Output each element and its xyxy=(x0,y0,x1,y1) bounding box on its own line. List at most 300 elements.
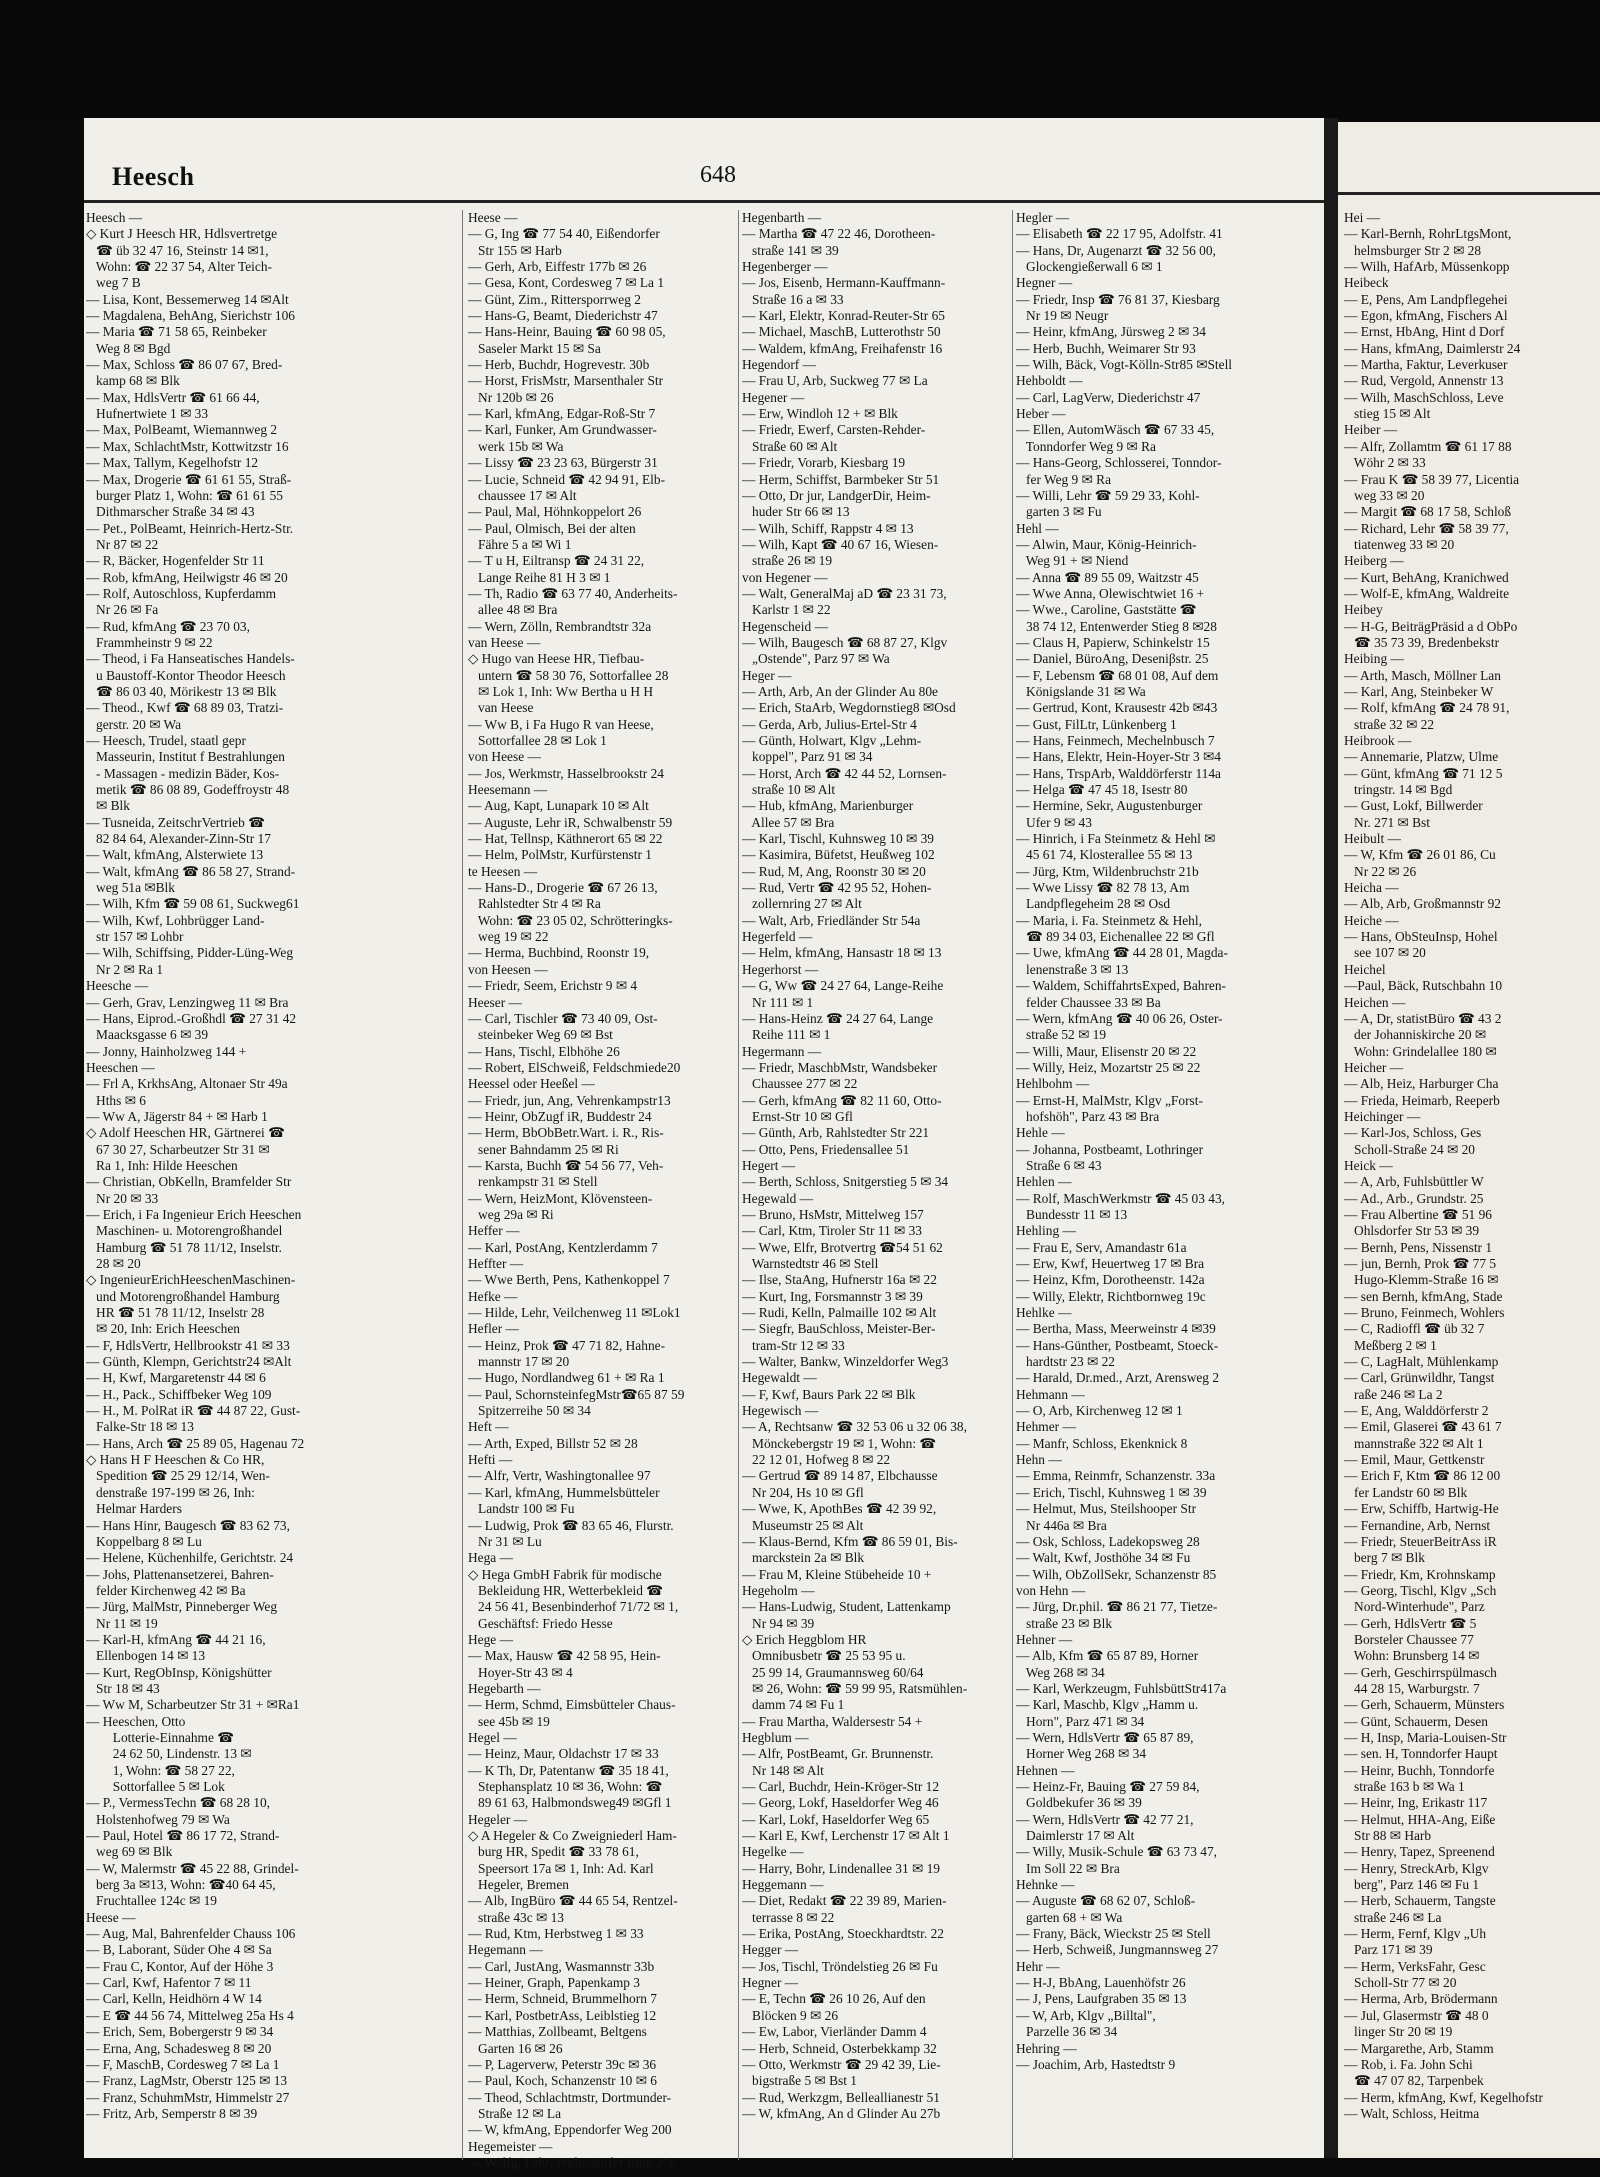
directory-entry-line: Bekleidung HR, Wetterbekleid ☎ xyxy=(468,1582,663,1598)
directory-entry-line: tiatenweg 33 ✉ 20 xyxy=(1344,536,1455,552)
directory-entry-line: — Heinz, Kfm, Dorotheenstr. 142a xyxy=(1016,1272,1205,1288)
directory-entry-line: van Heese — xyxy=(468,634,541,650)
directory-entry-line: — Martha, Faktur, Leverkuser xyxy=(1344,357,1508,373)
directory-entry-line: — Günt, Zim., Rittersporrweg 2 xyxy=(468,291,641,307)
directory-entry-line: Landpflegeheim 28 ✉ Osd xyxy=(1016,896,1171,912)
directory-entry-line: — G, Ing ☎ 77 54 40, Eißendorfer xyxy=(468,226,660,242)
directory-entry-line: — Karl-Jos, Schloss, Ges xyxy=(1344,1125,1482,1141)
directory-entry-line: Heeser — xyxy=(468,994,522,1010)
directory-entry-line: — Wilh, MaschSchloss, Leve xyxy=(1344,389,1504,405)
directory-entry-line: Daimlerstr 17 ✉ Alt xyxy=(1016,1828,1135,1844)
directory-entry-line: — Rud, Vergold, Annenstr 13 xyxy=(1344,373,1504,389)
directory-entry-line: Goldbekufer 36 ✉ 39 xyxy=(1016,1795,1142,1811)
directory-entry-line: — Willi, Maur, Elisenstr 20 ✉ 22 xyxy=(1016,1043,1197,1059)
directory-entry-line: 44 28 15, Warburgstr. 7 xyxy=(1344,1680,1480,1696)
directory-entry-line: Hegenbarth — xyxy=(742,210,822,225)
directory-entry-line: Hegerfeld — xyxy=(742,929,813,945)
directory-entry-line: Im Soll 22 ✉ Bra xyxy=(1016,1860,1120,1876)
directory-entry-line: — Karl E, Kwf, Lerchenstr 17 ✉ Alt 1 xyxy=(742,1828,950,1844)
directory-entry-line: — Fritz, Arb, Semperstr 8 ✉ 39 xyxy=(86,2105,258,2121)
directory-entry-line: Königslande 31 ✉ Wa xyxy=(1016,683,1146,699)
directory-entry-line: Weg 91 + ✉ Niend xyxy=(1016,553,1129,569)
directory-entry-line: — Theod., Kwf ☎ 68 89 03, Tratzi- xyxy=(86,700,284,716)
directory-entry-line: — Gerh, Arb, Eiffestr 177b ✉ 26 xyxy=(468,259,647,275)
directory-entry-line: — Waldem, kfmAng, Freihafenstr 16 xyxy=(742,340,943,356)
directory-entry-line: — Max, Schloss ☎ 86 07 67, Bred- xyxy=(86,357,283,373)
directory-entry-line: — Herb, Schneid, Osterbekkamp 32 xyxy=(742,2040,937,2056)
directory-entry-line: — Frany, Bäck, Wieckstr 25 ✉ Stell xyxy=(1016,1926,1211,1942)
directory-entry-line: — Karl, Elektr, Konrad-Reuter-Str 65 xyxy=(742,308,945,324)
directory-entry-line: — Wilh, Schiffsing, Pidder-Lüng-Weg xyxy=(86,945,294,961)
directory-entry-line: — Hub, kfmAng, Marienburger xyxy=(742,798,914,814)
directory-entry-line: — Gerh, kfmAng ☎ 82 11 60, Otto- xyxy=(742,1092,942,1108)
directory-entry-line: — B, Laborant, Süder Ohe 4 ✉ Sa xyxy=(86,1942,272,1958)
directory-entry-line: und Motorengroßhandel Hamburg xyxy=(86,1288,280,1304)
directory-entry-line: — A, Arb, Fuhlsbüttler W xyxy=(1344,1174,1484,1190)
directory-entry-line: — Wilh, Kapt ☎ 40 67 16, Wiesen- xyxy=(742,536,939,552)
directory-entry-line: Heft — xyxy=(468,1419,509,1435)
directory-entry-line: straße 32 ✉ 22 xyxy=(1344,716,1435,732)
directory-entry-line: — Rud, Ktm, Herbstweg 1 ✉ 33 xyxy=(468,1926,644,1942)
directory-entry-line: — Aug, Kapt, Lunapark 10 ✉ Alt xyxy=(468,798,649,814)
directory-entry-line: — Hans, Elektr, Hein-Hoyer-Str 3 ✉4 xyxy=(1016,749,1221,765)
directory-entry-line: — E ☎ 44 56 74, Mittelweg 25a Hs 4 xyxy=(86,2007,294,2023)
directory-entry-line: — Günt, Schauerm, Desen xyxy=(1344,1713,1488,1729)
directory-entry-line: Allee 57 ✉ Bra xyxy=(742,814,835,830)
directory-entry-line: Geschäftsf: Friedo Hesse xyxy=(468,1615,613,1631)
directory-entry-line: von Hegener — xyxy=(742,569,828,585)
directory-entry-line: Hehring — xyxy=(1016,2040,1077,2056)
directory-entry-line: — Alb, IngBüro ☎ 44 65 54, Rentzel- xyxy=(468,1893,678,1909)
directory-entry-line: — Wolfg, Lehr, Wulmstorfer Ring 27c xyxy=(468,2154,676,2170)
directory-entry-line: burger Platz 1, Wohn: ☎ 61 61 55 xyxy=(86,487,283,503)
directory-entry-line: — Diet, Redakt ☎ 22 39 89, Marien- xyxy=(742,1893,947,1909)
directory-entry-line: Wöhr 2 ✉ 33 xyxy=(1344,455,1426,471)
directory-entry-line: — Th, Radio ☎ 63 77 40, Anderheits- xyxy=(468,585,678,601)
directory-entry-line: — Magdalena, BehAng, Sierichstr 106 xyxy=(86,308,295,324)
directory-entry-line: — Frau Albertine ☎ 51 96 xyxy=(1344,1206,1492,1222)
directory-entry-line: weg 19 ✉ 22 xyxy=(468,929,549,945)
directory-entry-line: — Bruno, HsMstr, Mittelweg 157 xyxy=(742,1206,924,1222)
directory-entry-line: — H., M. PolRat iR ☎ 44 87 22, Gust- xyxy=(86,1403,301,1419)
directory-entry-line: ◇ Hega GmbH Fabrik für modische xyxy=(468,1566,662,1582)
directory-entry-line: — jun, Bernh, Prok ☎ 77 5 xyxy=(1344,1256,1497,1271)
directory-entry-line: Hegewisch — xyxy=(742,1403,819,1419)
directory-entry-line: ◇ IngenieurErichHeeschenMaschinen- xyxy=(86,1272,296,1288)
directory-entry-line: Str 88 ✉ Harb xyxy=(1344,1828,1432,1844)
directory-entry-line: Wohn: Brunsberg 14 ✉ xyxy=(1344,1648,1480,1664)
directory-entry-line: — Gerh, HdlsVertr ☎ 5 xyxy=(1344,1615,1477,1631)
directory-entry-line: — Wwe Anna, Olewischtwiet 16 + xyxy=(1016,585,1205,601)
directory-entry-line: Reihe 111 ✉ 1 xyxy=(742,1027,831,1043)
directory-entry-line: ☎ 86 03 40, Mörikestr 13 ✉ Blk xyxy=(86,683,277,699)
directory-entry-line: — Walt, Arb, Friedländer Str 54a xyxy=(742,912,921,928)
directory-entry-line: 82 84 64, Alexander-Zinn-Str 17 xyxy=(86,831,271,847)
directory-entry-line: — Kurt, RegObInsp, Königshütter xyxy=(86,1664,272,1680)
directory-entry-line: — H-J, BbAng, Lauenhöfstr 26 xyxy=(1016,1975,1186,1991)
directory-entry-line: — Frau M, Kleine Stübeheide 10 + xyxy=(742,1566,932,1582)
directory-entry-line: steinbeker Weg 69 ✉ Bst xyxy=(468,1027,613,1043)
directory-entry-line: — Rud, kfmAng ☎ 23 70 03, xyxy=(86,618,250,634)
directory-entry-line: — Wilh, Bäck, Vogt-Kölln-Str85 ✉Stell xyxy=(1016,357,1233,373)
directory-entry-line: — Friedr, jun, Ang, Vehrenkampstr13 xyxy=(468,1092,671,1108)
directory-entry-line: fer Landstr 60 ✉ Blk xyxy=(1344,1484,1468,1500)
directory-entry-line: te Heesen — xyxy=(468,863,538,879)
directory-entry-line: Nr 111 ✉ 1 xyxy=(742,994,814,1010)
directory-entry-line: — Paul, SchornsteinfegMstr☎65 87 59 xyxy=(468,1386,685,1402)
directory-entry-line: — Hinrich, i Fa Steinmetz & Hehl ✉ xyxy=(1016,831,1216,847)
directory-entry-line: Hehling — xyxy=(1016,1223,1076,1239)
directory-entry-line: untern ☎ 58 30 76, Sottorfallee 28 xyxy=(468,667,669,683)
directory-entry-line: Hehle — xyxy=(1016,1125,1065,1141)
directory-entry-line: — Hans, Eiprod.-Großhdl ☎ 27 31 42 xyxy=(86,1010,297,1026)
directory-entry-line: raße 246 ✉ La 2 xyxy=(1344,1386,1443,1402)
directory-entry-line: HR ☎ 51 78 11/12, Inselstr 28 xyxy=(86,1305,265,1321)
directory-entry-line: — Kurt, Ing, Forsmannstr 3 ✉ 39 xyxy=(742,1288,923,1304)
directory-entry-line: — Robert, ElSchweiß, Feldschmiede20 xyxy=(468,1059,681,1075)
directory-entry-line: Nr. 271 ✉ Bst xyxy=(1344,814,1430,830)
directory-entry-line: Heichen — xyxy=(1344,994,1406,1010)
directory-entry-line: — Herb, Buchh, Weimarer Str 93 xyxy=(1016,340,1196,356)
directory-entry-line: — Herm, kfmAng, Kwf, Kegelhofstr xyxy=(1344,2089,1543,2105)
directory-entry-line: Fruchtallee 124c ✉ 19 xyxy=(86,1893,217,1909)
directory-entry-line: — Franz, SchuhmMstr, Himmelstr 27 xyxy=(86,2089,290,2105)
directory-entry-line: 22 12 01, Hofweg 8 ✉ 22 xyxy=(742,1452,891,1468)
directory-entry-line: Hegemeister — xyxy=(468,2138,553,2154)
directory-entry-line: van Heese xyxy=(468,700,534,716)
directory-entry-line: — Hugo, Nordlandweg 61 + ✉ Ra 1 xyxy=(468,1370,665,1386)
directory-entry-line: — P., VermessTechn ☎ 68 28 10, xyxy=(86,1795,270,1811)
directory-entry-line: — Carl, JustAng, Wasmannstr 33b xyxy=(468,1958,655,1974)
directory-entry-line: — Wwe., Caroline, Gaststätte ☎ xyxy=(1016,602,1197,618)
directory-entry-line: Hefler — xyxy=(468,1321,519,1337)
directory-entry-line: hofshöh", Parz 43 ✉ Bra xyxy=(1016,1108,1160,1124)
directory-column-2 xyxy=(468,210,738,2171)
directory-entry-line: — A, Rechtsanw ☎ 32 53 06 u 32 06 38, xyxy=(742,1419,967,1435)
directory-entry-line: — Horst, FrisMstr, Marsenthaler Str xyxy=(468,373,664,389)
directory-entry-line: — Carl, Tischler ☎ 73 40 09, Ost- xyxy=(468,1010,658,1026)
directory-entry-line: tram-Str 12 ✉ 33 xyxy=(742,1337,845,1353)
directory-entry-line: — Helmut, Mus, Steilshooper Str xyxy=(1016,1501,1197,1517)
directory-entry-line: — Wwe Berth, Pens, Kathenkoppel 7 xyxy=(468,1272,670,1288)
directory-entry-line: Nr 19 ✉ Neugr xyxy=(1016,308,1109,324)
directory-entry-line: — Max, SchlachtMstr, Kottwitzstr 16 xyxy=(86,438,289,454)
directory-entry-line: — Tusneida, ZeitschrVertrieb ☎ xyxy=(86,814,265,830)
directory-entry-line: — Rudi, Kelln, Palmaille 102 ✉ Alt xyxy=(742,1305,937,1321)
directory-entry-line: — Georg, Lokf, Haseldorfer Weg 46 xyxy=(742,1795,939,1811)
directory-entry-line: — Günth, Holwart, Klgv „Lehm- xyxy=(742,733,922,748)
directory-entry-line: — T u H, Eiltransp ☎ 24 31 22, xyxy=(468,553,645,569)
directory-entry-line: helmsburger Str 2 ✉ 28 xyxy=(1344,242,1482,258)
directory-entry-line: — Walt, Schloss, Heitma xyxy=(1344,2105,1480,2121)
directory-entry-line: Meßberg 2 ✉ 1 xyxy=(1344,1337,1437,1353)
directory-entry-line: — Anna ☎ 89 55 09, Waitzstr 45 xyxy=(1016,569,1199,585)
directory-entry-line: Tonndorfer Weg 9 ✉ Ra xyxy=(1016,438,1156,454)
directory-entry-line: ☎ 89 34 03, Eichenallee 22 ✉ Gfl xyxy=(1016,929,1215,945)
directory-entry-line: — Karl-Bernh, RohrLtgsMont, xyxy=(1344,226,1512,242)
directory-entry-line: Hegeler — xyxy=(468,1811,528,1827)
directory-entry-line: — Hermine, Sekr, Augustenburger xyxy=(1016,798,1203,814)
directory-entry-line: Hegert — xyxy=(742,1157,796,1173)
directory-entry-line: — Uwe, kfmAng ☎ 44 28 01, Magda- xyxy=(1016,945,1228,961)
directory-entry-line: — Harry, Bohr, Lindenallee 31 ✉ 19 xyxy=(742,1860,940,1876)
directory-entry-line: Ra 1, Inh: Hilde Heeschen xyxy=(86,1157,238,1173)
directory-entry-line: Nr 11 ✉ 19 xyxy=(86,1615,158,1631)
directory-entry-line: Heibrook — xyxy=(1344,733,1412,748)
directory-entry-line: — Paul, Mal, Höhnkoppelort 26 xyxy=(468,504,642,520)
directory-entry-line: Hegner — xyxy=(742,1975,799,1991)
directory-entry-line: — Herma, Buchbind, Roonstr 19, xyxy=(468,945,650,961)
directory-entry-line: Saseler Markt 15 ✉ Sa xyxy=(468,340,601,356)
directory-entry-line: — Erna, Ang, Schadesweg 8 ✉ 20 xyxy=(86,2040,272,2056)
directory-entry-line: Spedition ☎ 25 29 12/14, Wen- xyxy=(86,1468,270,1484)
directory-entry-line: — Erich F, Ktm ☎ 86 12 00 xyxy=(1344,1468,1501,1484)
directory-entry-line: — Bruno, Feinmech, Wohlers xyxy=(1344,1305,1505,1321)
directory-entry-line: — Rolf, kfmAng ☎ 24 78 91, xyxy=(1344,700,1510,716)
directory-entry-line: Spitzerreihe 50 ✉ 34 xyxy=(468,1403,591,1419)
directory-entry-line: straße 163 b ✉ Wa 1 xyxy=(1344,1779,1465,1794)
directory-entry-line: — Rob, i. Fa. John Schi xyxy=(1344,2056,1473,2072)
directory-entry-line: Hehl — xyxy=(1016,520,1059,536)
directory-entry-line: — Wwe, Elfr, Brotvertrg ☎54 51 62 xyxy=(742,1239,943,1255)
directory-entry-line: Heiberg — xyxy=(1344,553,1404,569)
directory-entry-line: felder Chaussee 33 ✉ Ba xyxy=(1016,994,1161,1010)
header-rule xyxy=(84,200,1324,203)
directory-entry-line: Hefti — xyxy=(468,1452,513,1468)
directory-entry-line: — Karl, Maschb, Klgv „Hamm u. xyxy=(1016,1697,1199,1713)
directory-entry-line: straße 10 ✉ Alt xyxy=(742,782,836,798)
directory-entry-line: — Hans, Arch ☎ 25 89 05, Hagenau 72 xyxy=(86,1435,305,1451)
directory-entry-line: — Heinr, ObZugf iR, Buddestr 24 xyxy=(468,1108,652,1124)
directory-entry-line: — Alfr, PostBeamt, Gr. Brunnenstr. xyxy=(742,1746,934,1762)
directory-entry-line: — Wern, HdlsVertr ☎ 42 77 21, xyxy=(1016,1811,1194,1827)
directory-entry-line: Parz 171 ✉ 39 xyxy=(1344,1942,1433,1958)
directory-entry-line: — Claus H, Papierw, Schinkelstr 15 xyxy=(1016,634,1210,650)
directory-entry-line: damm 74 ✉ Fu 1 xyxy=(742,1697,845,1713)
directory-entry-line: von Heese — xyxy=(468,749,541,765)
directory-entry-line: Heber — xyxy=(1016,406,1066,422)
directory-entry-line: —Paul, Bäck, Rutschbahn 10 xyxy=(1344,978,1503,994)
directory-entry-line: — Günth, Arb, Rahlstedter Str 221 xyxy=(742,1125,930,1141)
directory-entry-line: straße 43c ✉ 13 xyxy=(468,1909,565,1925)
directory-entry-line: marckstein 2a ✉ Blk xyxy=(742,1550,865,1566)
directory-entry-line: — Carl, Grünwildhr, Tangst xyxy=(1344,1370,1495,1386)
directory-entry-line: ☎ 35 73 39, Bredenbekstr xyxy=(1344,634,1500,650)
directory-entry-line: — F, HdlsVertr, Hellbrookstr 41 ✉ 33 xyxy=(86,1337,290,1353)
directory-entry-line: ◇ Erich Heggblom HR xyxy=(742,1631,867,1647)
directory-entry-line: der Johanniskirche 20 ✉ xyxy=(1344,1027,1487,1043)
directory-column-3 xyxy=(742,210,1012,2122)
directory-entry-line: Hegewaldt — xyxy=(742,1370,817,1386)
directory-entry-line: Hoyer-Str 43 ✉ 4 xyxy=(468,1664,573,1680)
directory-entry-line: — Wern, HdlsVertr ☎ 65 87 89, xyxy=(1016,1729,1194,1745)
directory-entry-line: Fähre 5 a ✉ Wi 1 xyxy=(468,536,572,552)
directory-entry-line: — Jürg, Ktm, Wildenbruchstr 21b xyxy=(1016,863,1199,879)
directory-entry-line: — Erika, PostAng, Stoeckhardtstr. 22 xyxy=(742,1926,944,1942)
directory-entry-line: — Carl, Kelln, Heidhörn 4 W 14 xyxy=(86,1991,262,2007)
directory-entry-line: — Hilde, Lehr, Veilchenweg 11 ✉Lok1 xyxy=(468,1305,681,1321)
directory-entry-line: — Frau U, Arb, Suckweg 77 ✉ La xyxy=(742,373,928,389)
directory-entry-line: Straße 12 ✉ La xyxy=(468,2105,562,2121)
directory-entry-line: — F, Lebensm ☎ 68 01 08, Auf dem xyxy=(1016,667,1219,683)
directory-entry-line: 38 74 12, Entenwerder Stieg 8 ✉28 xyxy=(1016,618,1217,634)
directory-entry-line: — Emil, Maur, Gettkenstr xyxy=(1344,1452,1485,1468)
page-number: 648 xyxy=(700,162,736,188)
directory-entry-line: — Karl, PostbetrAss, Leiblstieg 12 xyxy=(468,2007,657,2023)
directory-entry-line: — Hat, Tellnsp, Käthnerort 65 ✉ 22 xyxy=(468,831,663,847)
directory-entry-line: Landstr 100 ✉ Fu xyxy=(468,1501,575,1517)
directory-entry-line: Hehlen — xyxy=(1016,1174,1072,1190)
directory-entry-line: — Hans, kfmAng, Daimlerstr 24 xyxy=(1344,340,1521,356)
directory-entry-line: — Otto, Dr jur, LandgerDir, Heim- xyxy=(742,487,931,503)
directory-entry-line: — Auguste, Lehr iR, Schwalbenstr 59 xyxy=(468,814,673,830)
directory-entry-line: — Friedr, SteuerBeitrAss iR xyxy=(1344,1533,1497,1549)
directory-entry-line: — Herm, Fernf, Klgv „Uh xyxy=(1344,1926,1487,1942)
directory-entry-line: — Ilse, StaAng, Hufnerstr 16a ✉ 22 xyxy=(742,1272,937,1288)
directory-entry-line: Hehn — xyxy=(1016,1452,1062,1468)
directory-entry-line: — Hans-Heinz ☎ 24 27 64, Lange xyxy=(742,1010,934,1026)
directory-entry-line: — Wilh, ObZollSekr, Schanzenstr 85 xyxy=(1016,1566,1217,1582)
directory-entry-line: von Heesen — xyxy=(468,961,548,977)
directory-entry-line: — Herb, Schauerm, Tangste xyxy=(1344,1893,1496,1909)
directory-entry-line: — Gerh, Schauerm, Münsters xyxy=(1344,1697,1505,1713)
directory-column-4 xyxy=(1016,210,1320,2073)
directory-entry-line: Hehmer — xyxy=(1016,1419,1076,1435)
directory-entry-line: ◇ Kurt J Heesch HR, Hdlsvertretge xyxy=(86,226,278,242)
directory-entry-line: kamp 68 ✉ Blk xyxy=(86,373,180,389)
directory-entry-line: — Harald, Dr.med., Arzt, Arensweg 2 xyxy=(1016,1370,1220,1386)
directory-entry-line: Parzelle 36 ✉ 34 xyxy=(1016,2024,1118,2040)
directory-entry-line: — sen. H, Tonndorfer Haupt xyxy=(1344,1746,1498,1762)
directory-entry-line: — E, Techn ☎ 26 10 26, Auf den xyxy=(742,1991,926,2007)
directory-entry-line: — Hans-Heinr, Bauing ☎ 60 98 05, xyxy=(468,324,666,340)
directory-entry-line: — Michael, MaschB, Lutterothstr 50 xyxy=(742,324,941,340)
directory-entry-line: — Hans, Dr, Augenarzt ☎ 32 56 00, xyxy=(1016,242,1216,258)
directory-entry-line: mannstr 17 ✉ 20 xyxy=(468,1354,570,1370)
directory-entry-line: see 107 ✉ 20 xyxy=(1344,945,1426,961)
directory-entry-line: ✉ Lok 1, Inh: Ww Bertha u H H xyxy=(468,683,654,699)
directory-entry-line: — Erw, Kwf, Heuertweg 17 ✉ Bra xyxy=(1016,1256,1205,1271)
directory-entry-line: Mönckebergstr 19 ✉ 1, Wohn: ☎ xyxy=(742,1435,937,1451)
directory-entry-line: — Erich, i Fa Ingenieur Erich Heeschen xyxy=(86,1206,302,1222)
directory-entry-line: Hegermann — xyxy=(742,1043,822,1059)
directory-entry-line: — Henry, Tapez, Spreenend xyxy=(1344,1844,1495,1860)
directory-entry-line: Horner Weg 268 ✉ 34 xyxy=(1016,1746,1147,1762)
directory-entry-line: straße 23 ✉ Blk xyxy=(1016,1615,1113,1631)
directory-entry-line: — Ernst, HbAng, Hint d Dorf xyxy=(1344,324,1505,340)
directory-entry-line: — Karsta, Buchh ☎ 54 56 77, Veh- xyxy=(468,1157,664,1173)
directory-entry-line: Rahlstedter Str 4 ✉ Ra xyxy=(468,896,601,912)
directory-entry-line: — Joachim, Arb, Hastedtstr 9 xyxy=(1016,2056,1176,2072)
directory-entry-line: felder Kirchenweg 42 ✉ Ba xyxy=(86,1582,246,1598)
directory-entry-line: — Richard, Lehr ☎ 58 39 77, xyxy=(1344,520,1509,536)
directory-entry-line: garten 68 + ✉ Wa xyxy=(1016,1909,1123,1925)
directory-entry-line: — Margarethe, Arb, Stamm xyxy=(1344,2040,1494,2056)
directory-entry-line: berg", Parz 146 ✉ Fu 1 xyxy=(1344,1877,1480,1893)
directory-entry-line: — Jürg, MalMstr, Pinneberger Weg xyxy=(86,1599,278,1615)
directory-entry-line: — Helga ☎ 47 45 18, Isestr 80 xyxy=(1016,782,1188,798)
directory-entry-line: Ernst-Str 10 ✉ Gfl xyxy=(742,1108,853,1124)
directory-entry-line: huder Str 66 ✉ 13 xyxy=(742,504,850,520)
directory-entry-line: — Klaus-Bernd, Kfm ☎ 86 59 01, Bis- xyxy=(742,1533,958,1549)
directory-entry-line: Hegenscheid — xyxy=(742,618,828,634)
directory-entry-line: — Frl A, KrkhsAng, Altonaer Str 49a xyxy=(86,1076,288,1092)
directory-entry-line: — Rolf, Autoschloss, Kupferdamm xyxy=(86,585,277,601)
directory-entry-line: — Carl, LagVerw, Diederichstr 47 xyxy=(1016,389,1201,405)
directory-entry-line: Scholl-Straße 24 ✉ 20 xyxy=(1344,1141,1475,1157)
directory-entry-line: — Alb, Arb, Großmannstr 92 xyxy=(1344,896,1501,912)
directory-entry-line: — Hans, Feinmech, Mechelnbusch 7 xyxy=(1016,733,1215,748)
directory-entry-line: Heffter — xyxy=(468,1256,524,1271)
directory-entry-line: Heichel xyxy=(1344,961,1386,977)
directory-entry-line: — Herma, Arb, Brödermann xyxy=(1344,1991,1498,2007)
directory-entry-line: — Aug, Mal, Bahrenfelder Chauss 106 xyxy=(86,1926,296,1942)
directory-entry-line: — Friedr, MaschbMstr, Wandsbeker xyxy=(742,1059,938,1075)
directory-entry-line: — Max, Drogerie ☎ 61 61 55, Straß- xyxy=(86,471,292,487)
directory-entry-line: linger Str 20 ✉ 19 xyxy=(1344,2024,1453,2040)
directory-entry-line: — Kasimira, Büfetst, Heußweg 102 xyxy=(742,847,935,863)
directory-entry-line: „Ostende", Parz 97 ✉ Wa xyxy=(742,651,890,667)
directory-entry-line: — Max, Hausw ☎ 42 58 95, Hein- xyxy=(468,1648,661,1664)
directory-entry-line: Frammheinstr 9 ✉ 22 xyxy=(86,634,213,650)
directory-entry-line: — Herb, Buchdr, Hogrevestr. 30b xyxy=(468,357,650,373)
directory-entry-line: — Helene, Küchenhilfe, Gerichtstr. 24 xyxy=(86,1550,294,1566)
directory-entry-line: weg 69 ✉ Blk xyxy=(86,1844,173,1860)
directory-entry-line: — Max, PolBeamt, Wiemannweg 2 xyxy=(86,422,278,438)
directory-entry-line: — Rud, M, Ang, Roonstr 30 ✉ 20 xyxy=(742,863,926,879)
directory-entry-line: ◇ Hans H F Heeschen & Co HR, xyxy=(86,1452,265,1468)
directory-entry-line: Ohlsdorfer Str 53 ✉ 39 xyxy=(1344,1223,1480,1239)
directory-entry-line: — Walt, GeneralMaj aD ☎ 23 31 73, xyxy=(742,585,947,601)
directory-entry-line: Heese — xyxy=(86,1909,136,1925)
directory-entry-line: — Lisa, Kont, Bessemerweg 14 ✉Alt xyxy=(86,291,289,307)
directory-entry-line: tringstr. 14 ✉ Bgd xyxy=(1344,782,1453,798)
directory-entry-line: Scholl-Str 77 ✉ 20 xyxy=(1344,1975,1457,1991)
directory-entry-line: ◇ A Hegeler & Co Zweigniederl Ham- xyxy=(468,1828,677,1844)
directory-entry-line: — Willy, Musik-Schule ☎ 63 73 47, xyxy=(1016,1844,1218,1860)
directory-entry-line: — Wilh, HafArb, Müssenkopp xyxy=(1344,259,1510,275)
directory-entry-line: — Rolf, MaschWerkmstr ☎ 45 03 43, xyxy=(1016,1190,1225,1206)
directory-entry-line: — C, Radioffl ☎ üb 32 7 xyxy=(1344,1321,1485,1337)
directory-entry-line: berg 3a ✉13, Wohn: ☎40 64 45, xyxy=(86,1877,276,1893)
directory-entry-line: — Hans, Tischl, Elbhöhe 26 xyxy=(468,1043,620,1059)
directory-entry-line: — Wilh, Kwf, Lohbrügger Land- xyxy=(86,912,265,928)
directory-entry-line: hardtstr 23 ✉ 22 xyxy=(1016,1354,1115,1370)
directory-entry-line: — Willy, Heiz, Mozartstr 25 ✉ 22 xyxy=(1016,1059,1201,1075)
directory-entry-line: Nr 26 ✉ Fa xyxy=(86,602,159,618)
directory-entry-line: — Willi, Lehr ☎ 59 29 33, Kohl- xyxy=(1016,487,1200,503)
running-head: Heesch xyxy=(112,162,195,191)
directory-entry-line: Wohn: ☎ 22 37 54, Alter Teich- xyxy=(86,259,272,275)
directory-entry-line: Heesemann — xyxy=(468,782,548,798)
directory-entry-line: — Pet., PolBeamt, Heinrich-Hertz-Str. xyxy=(86,520,294,536)
directory-entry-line: — Emma, Reinmfr, Schanzenstr. 33a xyxy=(1016,1468,1216,1484)
directory-entry-line: — Hans, TrspArb, Walddörferstr 114a xyxy=(1016,765,1221,781)
directory-entry-line: ✉ 26, Wohn: ☎ 59 99 95, Ratsmühlen- xyxy=(742,1680,968,1696)
directory-entry-line: — Jos, Tischl, Tröndelstieg 26 ✉ Fu xyxy=(742,1958,938,1974)
directory-entry-line: Str 18 ✉ 43 xyxy=(86,1680,160,1696)
directory-entry-line: straße 141 ✉ 39 xyxy=(742,242,839,258)
directory-entry-line: — Theod, i Fa Hanseatisches Handels- xyxy=(86,651,295,667)
directory-entry-line: fer Weg 9 ✉ Ra xyxy=(1016,471,1112,487)
directory-entry-line: Stephansplatz 10 ✉ 36, Wohn: ☎ xyxy=(468,1779,663,1794)
directory-entry-line: Hefke — xyxy=(468,1288,518,1304)
directory-entry-line: Heibey xyxy=(1344,602,1383,618)
directory-entry-line: - Massagen - medizin Bäder, Kos- xyxy=(86,765,280,781)
directory-entry-line: Heffer — xyxy=(468,1223,520,1239)
directory-entry-line: Straße 6 ✉ 43 xyxy=(1016,1157,1102,1173)
directory-entry-line: Heeschen — xyxy=(86,1059,155,1075)
